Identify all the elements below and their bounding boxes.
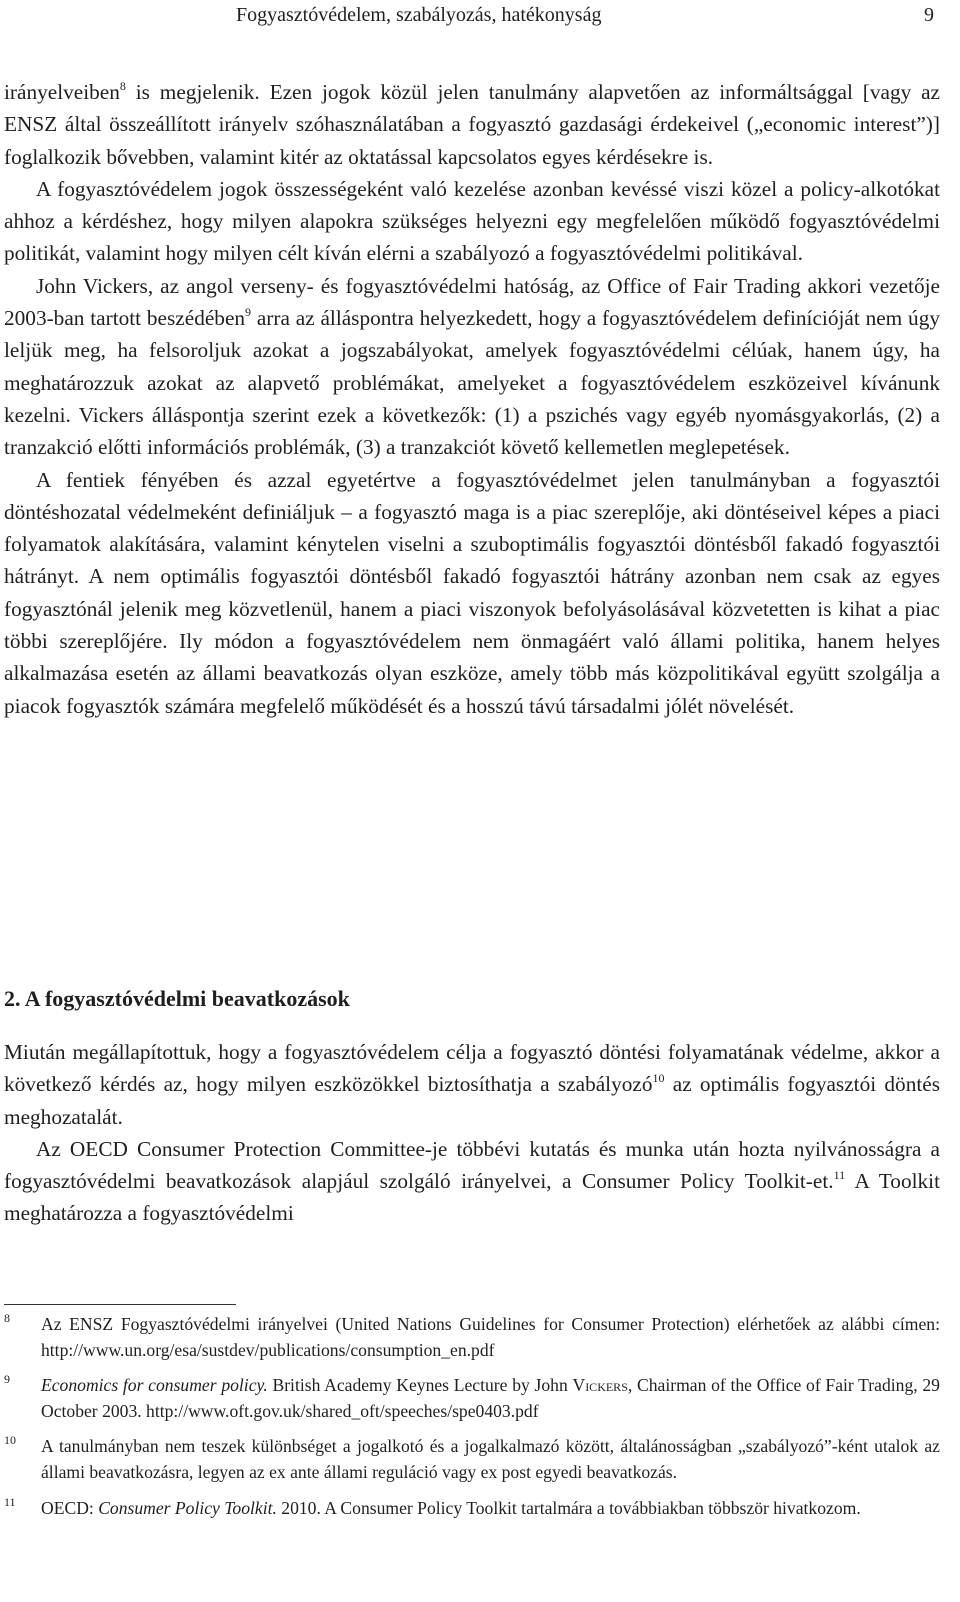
footnote-title: Consumer Policy Toolkit. <box>98 1497 277 1518</box>
footnote-ref-9[interactable]: 9 <box>245 305 252 320</box>
footnote-9 <box>4 1373 940 1424</box>
paragraph-2: A fogyasztóvédelem jogok összességeként való kezelése azonban kevéssé viszi közel a policy-alkotókat ahhoz a kérdéshez, hogy milyen alapokra szükséges helyezni egy megfelelően működő fogyasztóvédelmi politikát, valamint hogy milyen célt kíván elérni a szabályozó a fogyasztóvédelmi politikával. <box>4 176 940 266</box>
running-head: Fogyasztóvédelem, szabályozás, hatékonyság <box>236 4 602 26</box>
footnote-10 <box>4 1434 940 1485</box>
footnote-text: OECD: <box>41 1497 99 1518</box>
footnote-text: British Academy Keynes Lecture by John <box>267 1375 573 1396</box>
section-heading: 2. A fogyasztóvédelmi beavatkozások <box>4 986 350 1011</box>
footnote-11 <box>4 1496 940 1522</box>
footnote-number: 8 <box>4 1311 10 1325</box>
paragraph-3: John Vickers, az angol verseny- és fogyasztóvédelmi hatóság, az Office of Fair Trading akkori vezetője 2003-ban tartott beszédében$^9$ arra az álláspontra helyezkedett, hogy a fogyasztóvédelem definícióját nem úgy leljük meg, ha felsoroljuk azokat a jogszabályokat, amelyek fogyasztóvédelmi célúak, hanem úgy, ha meghatározzuk azokat az alapvető problémákat, amelyeket a fogyasztóvédelem eszközeivel kívánunk kezelni. Vickers álláspontja szerint ezek a következők: (1) a pszichés vagy egyéb nyomásgyakorlás, (2) a tranzakció előtti információs problémák, (3) a tranzakciót követő kellemetlen meglepetések. <box>4 273 940 460</box>
footnote-divider <box>4 1304 236 1305</box>
footnote-text: Az ENSZ Fogyasztóvédelmi irányelvei (United Nations Guidelines for Consumer Protection) elérhetőek az alábbi címen: http://www.un.org/esa/sustdev/publications/consumption_en.pdf <box>41 1314 940 1360</box>
footnote-ref-8[interactable]: 8 <box>119 79 126 93</box>
page-number: 9 <box>924 4 934 26</box>
footnote-ref-10[interactable]: 10 <box>652 1071 665 1086</box>
paragraph-6: Az OECD Consumer Protection Committee-je többévi kutatás és munka után hozta nyilvánosságra a fogyasztóvédelmi beavatkozások alapjául szolgáló irányelvei, a Consumer Policy Toolkit-et.$^{11}$ A Toolkit meghatározza a fogyasztóvédelmi <box>4 1136 941 1226</box>
footnote-title: Economics for consumer policy. <box>41 1375 268 1396</box>
footnote-8 <box>4 1312 940 1363</box>
footnote-text: A tanulmányban nem teszek különbséget a jogalkotó és a jogalkalmazó között, általánosságban „szabályozó”-ként utalok az állami beavatkozásra, legyen az ex ante állami reguláció vagy ex post egyedi beavatkozás. <box>41 1436 940 1482</box>
footnote-number: 10 <box>4 1433 16 1448</box>
paragraph-5: Miután megállapítottuk, hogy a fogyasztóvédelem célja a fogyasztó döntési folyamatának védelme, akkor a következő kérdés az, hogy milyen eszközökkel biztosíthatja a szabályozó$^{10}$ az optimális fogyasztói döntés meghozatalát. <box>4 1040 940 1129</box>
footnote-text: , Chairman of the Office of Fair Trading, 29 October 2003. http://www.oft.gov.uk/shared_oft/speeches/spe0403.pdf <box>41 1375 940 1421</box>
author-name: Vickers <box>572 1375 628 1396</box>
footnote-ref-11[interactable]: 11 <box>833 1168 846 1183</box>
paragraph-4: A fentiek fényében és azzal egyetértve a fogyasztóvédelmet jelen tanulmányban a fogyasztói döntéshozatal védelmeként definiáljuk – a fogyasztó maga is a piac szereplője, aki döntéseivel képes a piaci folyamatok alakítására, valamint kénytelen viselni a szuboptimális fogyasztói döntésből fakadó fogyasztói hátrányt. A nem optimális fogyasztói döntésből fakadó fogyasztói hátrány azonban nem csak az egyes fogyasztónál jelenik meg közvetlenül, hanem a piaci viszonyok befolyásolásával közvetetten is kihat a piac többi szereplőjére. Ily módon a fogyasztóvédelem nem önmagáért való állami politika, hanem helyes alkalmazása esetén az állami beavatkozás olyan eszköze, amely több más közpolitikával együtt szolgálja a piacok fogyasztók számára megfelelő működését és a hosszú távú társadalmi jólét növelését. <box>4 467 940 718</box>
footnotes <box>4 1312 940 1531</box>
footnote-number: 11 <box>4 1494 16 1509</box>
section-body <box>4 1036 940 1230</box>
body-text <box>4 76 940 722</box>
footnote-number: 9 <box>4 1372 10 1387</box>
paragraph-1: irányelveiben$^8$ is megjelenik. Ezen jogok közül jelen tanulmány alapvetően az informáltsággal [vagy az ENSZ által összeállított irányelv szóhasználatában a fogyasztó gazdasági érdekeivel („economic interest”)] foglalkozik bővebben, valamint kitér az oktatással kapcsolatos egyes kérdésekre is. <box>4 79 940 169</box>
footnote-text: 2010. A Consumer Policy Toolkit tartalmára a továbbiakban többször hivatkozom. <box>276 1497 861 1518</box>
